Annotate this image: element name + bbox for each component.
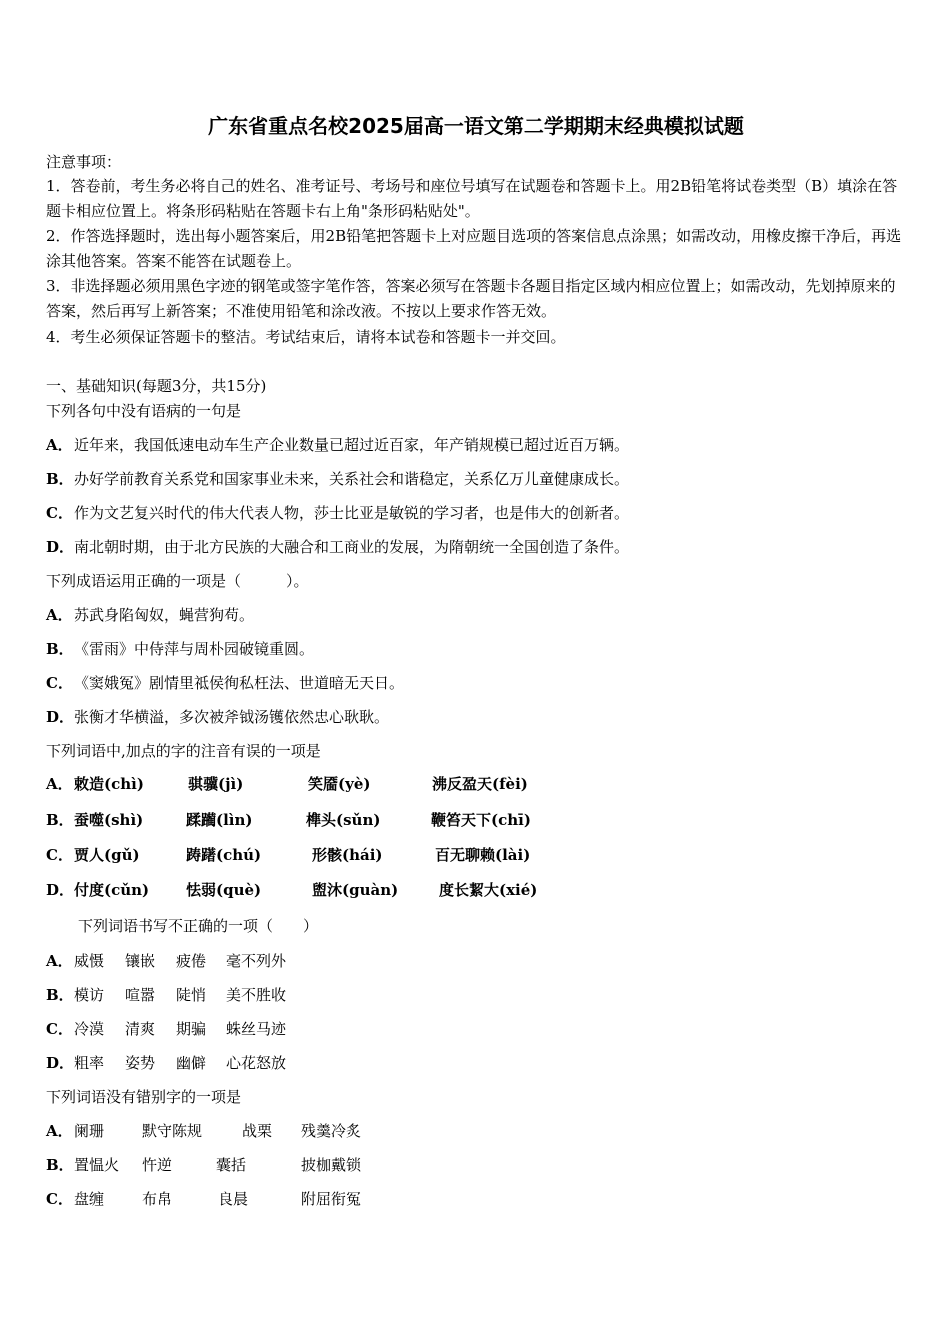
question-stem: 下列各句中没有语病的一句是 — [46, 402, 242, 420]
option-word: 姿势 — [125, 1054, 156, 1072]
option-word: 清爽 — [125, 1020, 156, 1038]
option-word: 喧嚣 — [125, 986, 156, 1004]
option-word: 沸反盈天(fèi) — [432, 775, 528, 793]
question-stem: 下列词语中,加点的字的注音有误的一项是 — [46, 742, 321, 760]
option-word: 披枷戴锁 — [301, 1156, 362, 1174]
option-word: 默守陈规 — [142, 1122, 203, 1140]
option-word: 期骗 — [176, 1020, 207, 1038]
option-word: 阑珊 — [74, 1122, 105, 1140]
option-text: 张衡才华横溢，多次被斧钺汤镬依然忠心耿耿。 — [74, 708, 390, 726]
option-label: B． — [46, 986, 74, 1004]
option-word: 贾人(gǔ) — [74, 846, 140, 864]
option-word: 附屈衔冤 — [301, 1190, 362, 1208]
option-label: A． — [46, 952, 73, 970]
question-stem: 下列词语书写不正确的一项（ ） — [78, 917, 319, 935]
option-word: 疲倦 — [176, 952, 207, 970]
option-label: B． — [46, 811, 74, 829]
option-word: 盘缠 — [74, 1190, 105, 1208]
option-text: 《窦娥冤》剧情里祗侯徇私枉法、世道暗无天日。 — [74, 674, 405, 692]
option-word: 陡悄 — [176, 986, 207, 1004]
option-label: A． — [46, 606, 73, 624]
question-option — [46, 810, 74, 830]
option-word: 榫头(sǔn) — [306, 811, 381, 829]
option-label: A． — [46, 775, 73, 793]
question-option — [46, 639, 314, 659]
option-word: 敕造(chì) — [74, 775, 144, 793]
question-option — [46, 707, 389, 727]
option-label: B． — [46, 640, 74, 658]
notice-item: 2．作答选择题时，选出每小题答案后，用2B铅笔把答题卡上对应题目选项的答案信息点涂黑；如需改动，用橡皮擦干净后，再选涂其他答案。答案不能答在试题卷上。 — [46, 227, 902, 270]
notice-item: 1．答卷前，考生务必将自己的姓名、准考证号、考场号和座位号填写在试题卷和答题卡上。用2B铅笔将试卷类型（B）填涂在答题卡相应位置上。将条形码粘贴在答题卡右上角"条形码粘贴处"。 — [46, 177, 898, 220]
option-word: 蚕噬(shì) — [74, 811, 144, 829]
option-label: D． — [46, 708, 75, 726]
option-text: 苏武身陷匈奴，蝇营狗苟。 — [74, 606, 255, 624]
option-text: 《雷雨》中侍萍与周朴园破镜重圆。 — [74, 640, 315, 658]
option-label: D． — [46, 1054, 75, 1072]
question-stem: 下列成语运用正确的一项是（ ）。 — [46, 572, 309, 590]
option-word: 付度(cǔn) — [74, 881, 150, 899]
question-option — [46, 605, 254, 625]
question-option — [46, 774, 74, 794]
option-label: C． — [46, 846, 73, 864]
option-label: C． — [46, 1190, 73, 1208]
question-option — [46, 985, 74, 1005]
question-option — [46, 1121, 74, 1141]
option-word: 百无聊赖(lài) — [435, 846, 531, 864]
question-option — [46, 951, 74, 971]
option-word: 冷漠 — [74, 1020, 105, 1038]
option-text: 办好学前教育关系党和国家事业未来，关系社会和谐稳定，关系亿万儿童健康成长。 — [74, 470, 630, 488]
option-label: B． — [46, 1156, 74, 1174]
option-word: 蹂躏(lìn) — [186, 811, 253, 829]
question-option — [46, 435, 629, 455]
option-text: 近年来，我国低速电动车生产企业数量已超过近百家，年产销规模已超过近百万辆。 — [74, 436, 630, 454]
option-word: 鞭笞天下(chī) — [431, 811, 531, 829]
option-word: 战栗 — [242, 1122, 273, 1140]
option-label: C． — [46, 1020, 73, 1038]
option-label: A． — [46, 1122, 73, 1140]
option-word: 度长絜大(xié) — [439, 881, 538, 899]
option-word: 笑靥(yè) — [308, 775, 371, 793]
notice-item: 4．考生必须保证答题卡的整洁。考试结束后，请将本试卷和答题卡一并交回。 — [46, 328, 566, 346]
option-label: B． — [46, 470, 74, 488]
option-word: 形骸(hái) — [312, 846, 383, 864]
option-word: 威慑 — [74, 952, 105, 970]
section-heading: 一、基础知识(每题3分，共15分) — [46, 377, 267, 395]
option-text: 作为文艺复兴时代的伟大代表人物，莎士比亚是敏锐的学习者，也是伟大的创新者。 — [74, 504, 630, 522]
question-option — [46, 880, 74, 900]
question-option — [46, 537, 629, 557]
option-word: 布帛 — [142, 1190, 173, 1208]
question-option — [46, 673, 404, 693]
page-title: 广东省重点名校2025届高一语文第二学期期末经典模拟试题 — [208, 114, 744, 138]
question-stem: 下列词语没有错别字的一项是 — [46, 1088, 242, 1106]
option-word: 粗率 — [74, 1054, 105, 1072]
option-word: 囊括 — [216, 1156, 247, 1174]
question-option — [46, 503, 629, 523]
question-option — [46, 1053, 74, 1073]
option-word: 置愠火 — [74, 1156, 120, 1174]
option-label: D． — [46, 881, 75, 899]
question-option — [46, 1189, 74, 1209]
question-option — [46, 469, 629, 489]
option-word: 蛛丝马迹 — [226, 1020, 287, 1038]
option-word: 盥沐(guàn) — [312, 881, 399, 899]
option-word: 残羹冷炙 — [301, 1122, 362, 1140]
option-word: 心花怒放 — [226, 1054, 287, 1072]
option-word: 良晨 — [218, 1190, 249, 1208]
option-word: 幽僻 — [176, 1054, 207, 1072]
option-word: 踌躇(chú) — [186, 846, 262, 864]
option-word: 骐骥(jì) — [188, 775, 244, 793]
notice-heading: 注意事项： — [46, 153, 122, 171]
notice-item: 3．非选择题必须用黑色字迹的钢笔或签字笔作答，答案必须写在答题卡各题目指定区域内相应位置上；如需改动，先划掉原来的答案，然后再写上新答案；不准使用铅笔和涂改液。不按以上要求作答无效。 — [46, 277, 896, 320]
option-label: A． — [46, 436, 73, 454]
option-word: 镶嵌 — [125, 952, 156, 970]
option-word: 毫不列外 — [226, 952, 287, 970]
question-option — [46, 845, 74, 865]
option-text: 南北朝时期，由于北方民族的大融合和工商业的发展，为隋朝统一全国创造了条件。 — [74, 538, 630, 556]
option-label: D． — [46, 538, 75, 556]
option-label: C． — [46, 504, 73, 522]
option-label: C． — [46, 674, 73, 692]
option-word: 美不胜收 — [226, 986, 287, 1004]
question-option — [46, 1019, 74, 1039]
question-option — [46, 1155, 74, 1175]
option-word: 模访 — [74, 986, 105, 1004]
option-word: 怯弱(què) — [186, 881, 262, 899]
option-word: 忤逆 — [142, 1156, 173, 1174]
